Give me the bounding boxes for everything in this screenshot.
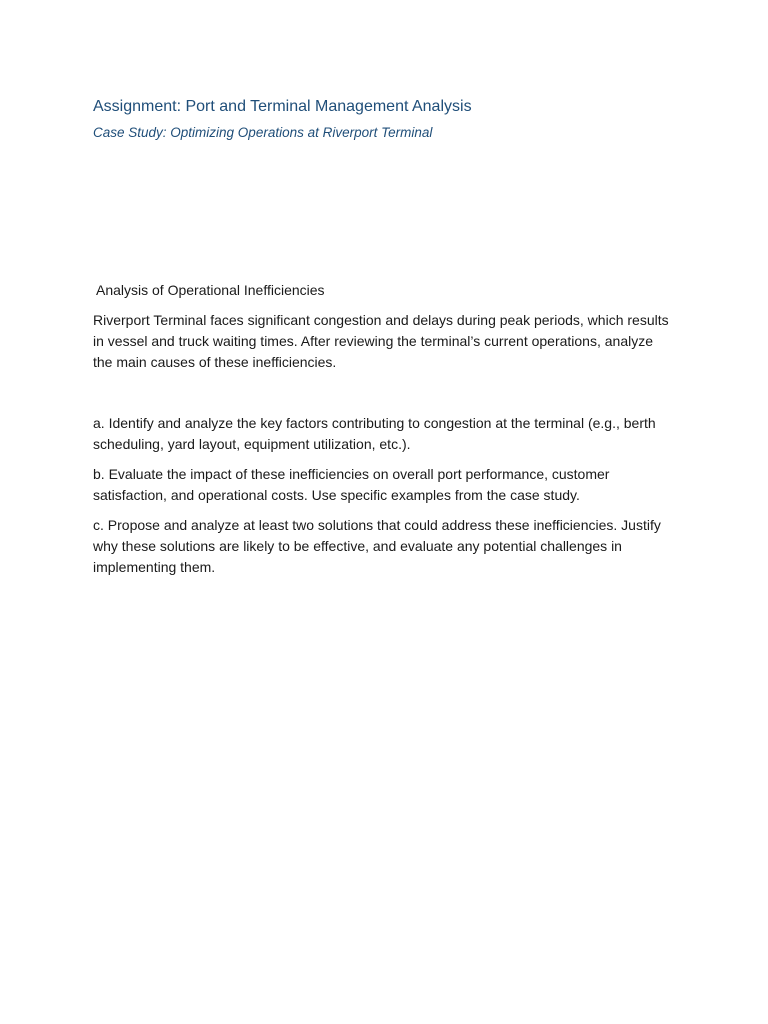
document-subtitle: Case Study: Optimizing Operations at Riverport Terminal <box>93 125 433 140</box>
question-a: a. Identify and analyze the key factors contributing to congestion at the terminal (e.g., berth scheduling, yard layout, equipment utilization, etc.). <box>93 415 656 452</box>
intro-paragraph: Riverport Terminal faces significant congestion and delays during peak periods, which results in vessel and truck waiting times. After reviewing the terminal’s current operations, analyze the main causes of these inefficiencies. <box>93 312 669 370</box>
question-c: c. Propose and analyze at least two solutions that could address these inefficiencies. Justify why these solutions are likely to be effective, and evaluate any potential challenges in implementing them. <box>93 517 661 575</box>
document-body <box>93 96 673 578</box>
document-title: Assignment: Port and Terminal Management Analysis <box>93 98 472 115</box>
section-heading: Analysis of Operational Inefficiencies <box>96 282 325 298</box>
question-b: b. Evaluate the impact of these inefficiencies on overall port performance, customer satisfaction, and operational costs. Use specific examples from the case study. <box>93 466 610 503</box>
